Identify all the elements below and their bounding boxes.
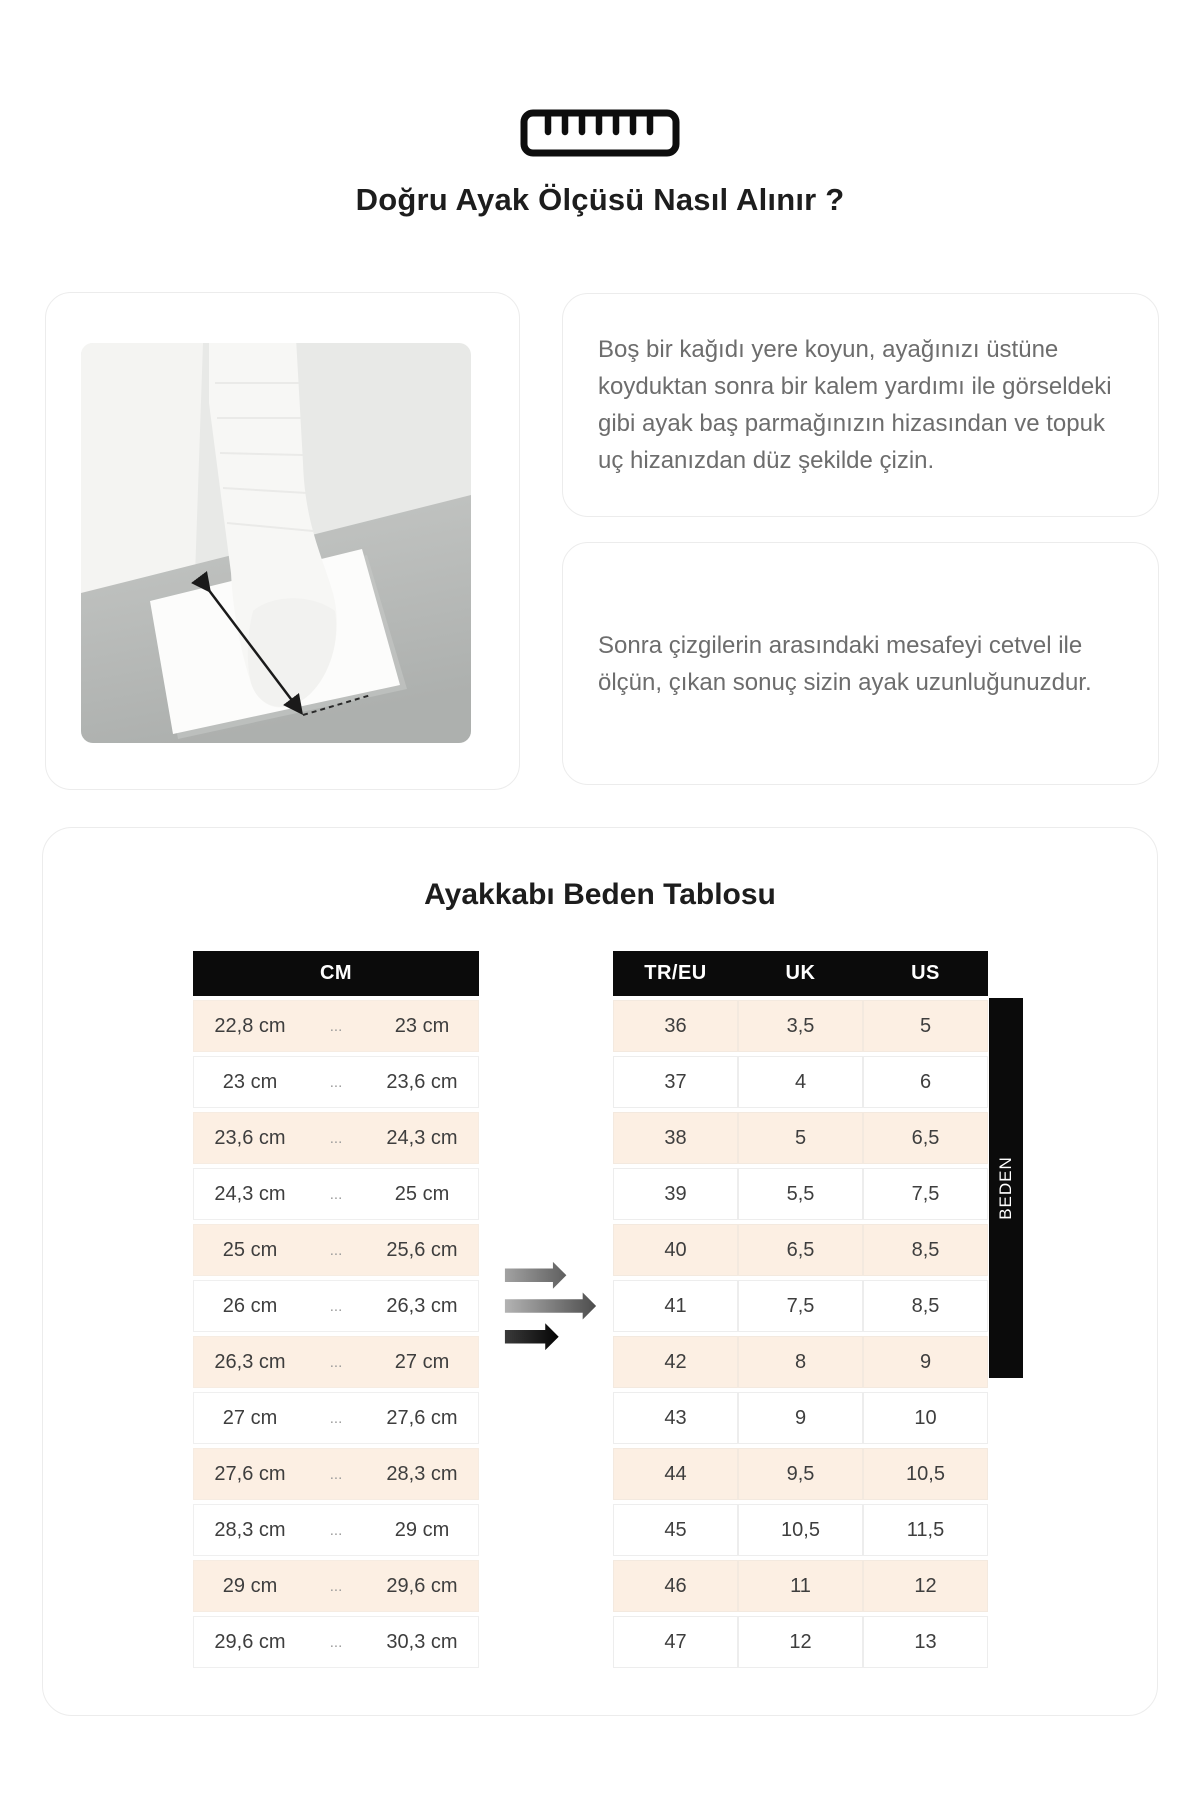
cm-range-min: 27 cm [222,1406,278,1429]
header-cell-us: US [911,962,940,984]
size-table-row [613,1560,988,1612]
cm-range-max: 23,6 cm [386,1070,458,1093]
size-table-row [613,1280,988,1332]
size-chart-title: Ayakkabı Beden Tablosu [424,878,776,911]
size-cell-tr-eu: 37 [613,1056,738,1108]
size-cell-us: 8,5 [863,1280,988,1332]
cm-range-max: 25 cm [394,1182,450,1205]
cm-range-max: 30,3 cm [386,1630,458,1653]
range-separator: ... [329,1241,343,1259]
size-cell-tr-eu: 43 [613,1392,738,1444]
cm-table-body [193,1000,479,1668]
cm-table [193,951,479,1672]
size-cell-uk: 7,5 [738,1280,863,1332]
cm-range-max: 25,6 cm [386,1238,458,1261]
ruler-icon [0,108,1200,158]
range-separator: ... [329,1633,343,1651]
size-cell-uk: 11 [738,1560,863,1612]
size-cell-us: 7,5 [863,1168,988,1220]
size-cell-uk: 9 [738,1392,863,1444]
size-chart-card [42,827,1158,1716]
cm-range-max: 28,3 cm [386,1462,458,1485]
size-cell-uk: 3,5 [738,1000,863,1052]
size-cell-us: 6 [863,1056,988,1108]
cm-range-min: 23,6 cm [214,1126,286,1149]
range-separator: ... [329,1409,343,1427]
size-cell-us: 6,5 [863,1112,988,1164]
size-table-row [613,1504,988,1556]
range-separator: ... [329,1521,343,1539]
size-table-row [613,1168,988,1220]
cm-range-min: 26 cm [222,1294,278,1317]
size-table-row [613,1000,988,1052]
cm-range-max: 26,3 cm [386,1294,458,1317]
size-table-row [613,1392,988,1444]
size-cell-tr-eu: 36 [613,1000,738,1052]
cm-range-min: 29 cm [222,1574,278,1597]
cm-range-min: 25 cm [222,1238,278,1261]
range-separator: ... [329,1297,343,1315]
range-separator: ... [329,1577,343,1595]
page-title: Doğru Ayak Ölçüsü Nasıl Alınır ? [355,182,845,217]
size-table-row [613,1112,988,1164]
size-cell-tr-eu: 46 [613,1560,738,1612]
beden-side-label: BEDEN [989,998,1023,1378]
cm-table-row [193,1224,479,1276]
range-separator: ... [329,1017,343,1035]
size-cell-tr-eu: 40 [613,1224,738,1276]
cm-range-min: 29,6 cm [214,1630,286,1653]
instruction-card-1 [562,293,1159,517]
size-cell-uk: 5,5 [738,1168,863,1220]
measurement-photo-card [45,292,520,790]
size-cell-uk: 5 [738,1112,863,1164]
size-cell-uk: 10,5 [738,1504,863,1556]
international-size-table [613,951,988,1672]
size-cell-tr-eu: 39 [613,1168,738,1220]
size-cell-uk: 8 [738,1336,863,1388]
size-table-row [613,1616,988,1668]
size-table-header [613,951,988,996]
cm-range-min: 22,8 cm [214,1014,286,1037]
size-cell-us: 8,5 [863,1224,988,1276]
size-cell-tr-eu: 45 [613,1504,738,1556]
size-cell-us: 10,5 [863,1448,988,1500]
range-separator: ... [329,1465,343,1483]
header-cell-tr-eu: TR/EU [644,962,707,984]
size-cell-us: 10 [863,1392,988,1444]
size-table-body [613,1000,988,1668]
range-separator: ... [329,1073,343,1091]
size-cell-uk: 4 [738,1056,863,1108]
size-table-row [613,1056,988,1108]
cm-table-row [193,1448,479,1500]
size-cell-tr-eu: 44 [613,1448,738,1500]
cm-range-min: 23 cm [222,1070,278,1093]
transfer-arrows-icon [503,1256,599,1356]
size-cell-tr-eu: 42 [613,1336,738,1388]
cm-table-row [193,1616,479,1668]
cm-table-header: CM [193,951,479,996]
size-table-row [613,1336,988,1388]
cm-range-max: 27,6 cm [386,1406,458,1429]
size-cell-tr-eu: 47 [613,1616,738,1668]
size-cell-us: 11,5 [863,1504,988,1556]
size-table-row [613,1224,988,1276]
range-separator: ... [329,1185,343,1203]
cm-range-max: 29,6 cm [386,1574,458,1597]
cm-range-min: 26,3 cm [214,1350,286,1373]
cm-range-min: 28,3 cm [214,1518,286,1541]
cm-range-max: 24,3 cm [386,1126,458,1149]
cm-range-min: 27,6 cm [214,1462,286,1485]
cm-range-max: 23 cm [394,1014,450,1037]
cm-range-max: 29 cm [394,1518,450,1541]
range-separator: ... [329,1353,343,1371]
cm-table-row [193,1336,479,1388]
cm-table-row [193,1280,479,1332]
size-cell-us: 12 [863,1560,988,1612]
cm-table-row [193,1112,479,1164]
header-cell-uk: UK [785,962,816,984]
size-cell-uk: 6,5 [738,1224,863,1276]
instruction-card-2 [562,542,1159,785]
size-cell-us: 5 [863,1000,988,1052]
cm-table-row [193,1504,479,1556]
instruction-text-1: Boş bir kağıdı yere koyun, ayağınızı üstüne koyduktan sonra bir kalem yardımı ile görseldeki gibi ayak baş parmağınızın hizasından ve topuk uç hizanızdan düz şekilde çizin. [598,336,1112,474]
cm-table-row [193,1000,479,1052]
cm-table-row [193,1056,479,1108]
cm-range-max: 27 cm [394,1350,450,1373]
cm-table-row [193,1392,479,1444]
size-cell-us: 13 [863,1616,988,1668]
range-separator: ... [329,1129,343,1147]
size-cell-tr-eu: 38 [613,1112,738,1164]
instruction-text-2: Sonra çizgilerin arasındaki mesafeyi cetvel ile ölçün, çıkan sonuç sizin ayak uzunluğunuzdur. [598,631,1092,696]
cm-range-min: 24,3 cm [214,1182,286,1205]
size-cell-us: 9 [863,1336,988,1388]
size-table-row [613,1448,988,1500]
cm-table-row [193,1560,479,1612]
foot-measurement-photo [81,343,471,743]
size-cell-uk: 12 [738,1616,863,1668]
size-cell-uk: 9,5 [738,1448,863,1500]
cm-table-row [193,1168,479,1220]
size-cell-tr-eu: 41 [613,1280,738,1332]
